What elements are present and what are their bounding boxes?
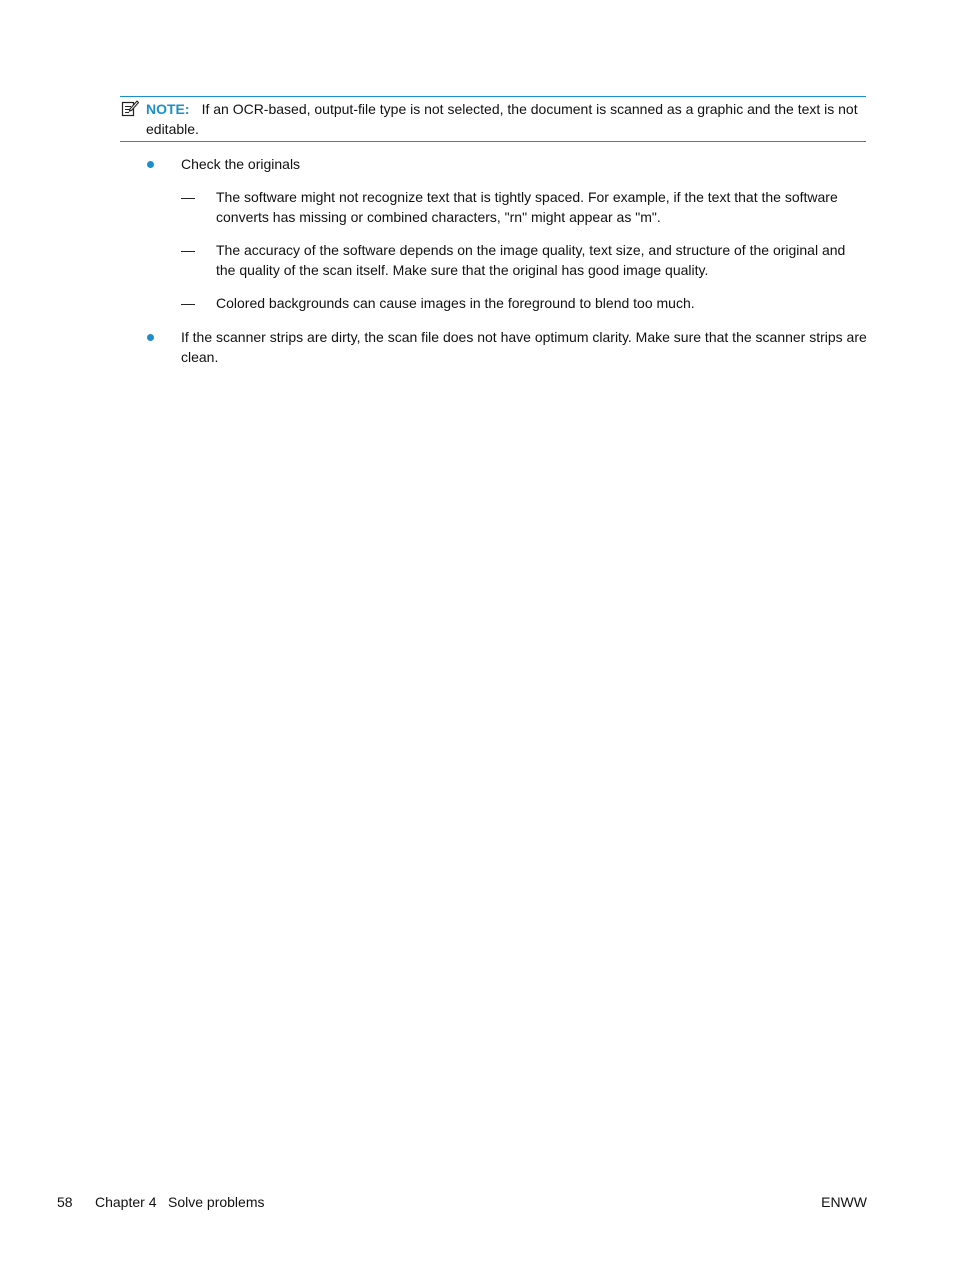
sub-item-text: Colored backgrounds can cause images in the foreground to blend too much. <box>216 295 695 311</box>
dash-mark: — <box>181 242 195 258</box>
sub-item-text: The accuracy of the software depends on the image quality, text size, and structure of the original and the quality of the scan itself. Make sure that the original has good image quality. <box>216 242 846 278</box>
dash-mark: — <box>181 295 195 311</box>
note-label: NOTE: <box>146 101 190 117</box>
bullet-text: If the scanner strips are dirty, the scan file does not have optimum clarity. Make sure that the scanner strips are clean. <box>181 329 867 365</box>
bullet-text: Check the originals <box>181 156 301 172</box>
note-text: If an OCR-based, output-file type is not selected, the document is scanned as a graphic and the text is not editable. <box>146 101 858 137</box>
page-number: 58 <box>57 1194 73 1210</box>
note-pencil-icon <box>121 99 139 117</box>
note-box <box>120 96 866 142</box>
chapter-label: Chapter 4 <box>95 1194 157 1210</box>
dash-mark: — <box>181 189 195 205</box>
chapter-title: Solve problems <box>168 1194 265 1210</box>
bullet-dot-icon <box>147 334 154 341</box>
sub-item-text: The software might not recognize text that is tightly spaced. For example, if the text that the software converts has missing or combined characters, "rn" might appear as "m". <box>216 189 838 225</box>
bullet-dot-icon <box>147 161 154 168</box>
footer-right: ENWW <box>821 1194 867 1210</box>
